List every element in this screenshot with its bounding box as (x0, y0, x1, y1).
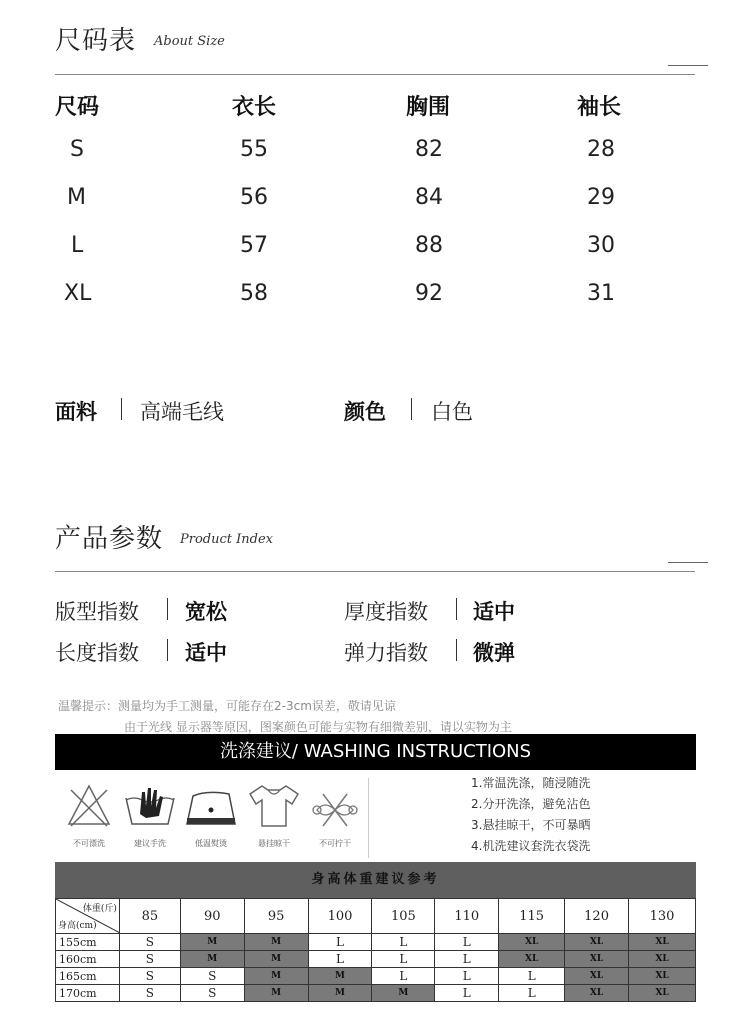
param-value-thickness: 适中 (473, 600, 515, 624)
size-rec-cell: L (499, 968, 565, 985)
size-rec-cell: M (308, 985, 372, 1002)
weight-header: 95 (244, 899, 308, 934)
hang-dry-caption: 悬挂晾干 (258, 839, 290, 848)
weight-header: 120 (565, 899, 629, 934)
size-rec-cell: L (435, 951, 499, 968)
hand-wash-icon (118, 780, 182, 836)
size-rec-cell: M (372, 985, 435, 1002)
size-cell: 30 (587, 233, 615, 258)
param-separator (456, 639, 457, 661)
no-wring-icon (303, 780, 367, 836)
size-rec-cell: M (308, 968, 372, 985)
reference-corner-cell (56, 899, 120, 934)
size-cell: 56 (240, 185, 268, 210)
reference-row (56, 985, 696, 1002)
size-cell: 82 (415, 137, 443, 162)
size-rec-cell: XL (499, 934, 565, 951)
corner-height-label: 身高(cm) (58, 921, 97, 931)
size-rec-cell: L (372, 934, 435, 951)
param-label-thickness: 厚度指数 (344, 600, 428, 624)
size-header-size: 尺码 (55, 95, 100, 120)
product-section-accent-line (668, 562, 708, 563)
fabric-label: 面料 (55, 400, 97, 424)
param-separator (167, 598, 168, 620)
size-rec-cell: S (119, 951, 180, 968)
size-rec-cell: XL (565, 951, 629, 968)
param-value-length: 适中 (185, 641, 227, 665)
size-cell: 58 (240, 281, 268, 306)
param-separator (456, 598, 457, 620)
size-section-divider (55, 74, 695, 75)
size-cell: 55 (240, 137, 268, 162)
size-header-chest: 胸围 (406, 95, 451, 120)
washing-divider (368, 778, 369, 858)
size-header-length: 衣长 (232, 95, 277, 120)
param-label-elasticity: 弹力指数 (344, 641, 428, 665)
size-rec-cell: XL (629, 968, 696, 985)
size-section-subtitle: About Size (154, 34, 225, 49)
color-separator (411, 398, 412, 420)
size-cell: 31 (587, 281, 615, 306)
size-cell: 28 (587, 137, 615, 162)
param-value-fit: 宽松 (185, 600, 227, 624)
reference-row (56, 968, 696, 985)
size-rec-cell: XL (629, 934, 696, 951)
reference-header: 身高体重建议参考 (55, 862, 696, 898)
size-rec-cell: L (308, 951, 372, 968)
washing-tip: 3.悬挂晾干，不可暴晒 (471, 818, 591, 832)
size-cell: XL (64, 281, 92, 306)
no-bleach-caption: 不可漂洗 (73, 839, 105, 848)
weight-header: 115 (499, 899, 565, 934)
size-cell: M (67, 185, 86, 210)
size-rec-cell: L (435, 968, 499, 985)
weight-header: 105 (372, 899, 435, 934)
hand-wash-caption: 建议手洗 (134, 839, 166, 848)
param-value-elasticity: 微弹 (473, 641, 515, 665)
size-rec-cell: M (244, 985, 308, 1002)
no-wring-caption: 不可拧干 (319, 839, 351, 848)
size-rec-cell: M (244, 951, 308, 968)
size-cell: 84 (415, 185, 443, 210)
washing-tip: 4.机洗建议套洗衣袋洗 (471, 839, 591, 853)
washing-header: 洗涤建议/ WASHING INSTRUCTIONS (55, 734, 696, 770)
washing-panel (55, 770, 696, 862)
size-rec-cell: M (244, 968, 308, 985)
height-cell: 170cm (56, 985, 120, 1002)
size-rec-cell: XL (565, 934, 629, 951)
hang-dry-icon (242, 780, 306, 836)
size-rec-cell: M (180, 934, 244, 951)
size-section-accent-line (668, 65, 708, 66)
size-cell: S (70, 137, 84, 162)
size-rec-cell: L (372, 951, 435, 968)
washing-tip: 2.分开洗涤，避免沾色 (471, 797, 591, 811)
low-iron-caption: 低温熨烫 (195, 839, 227, 848)
product-section-subtitle: Product Index (180, 532, 273, 547)
param-label-length: 长度指数 (55, 641, 139, 665)
size-rec-cell: L (372, 968, 435, 985)
size-header-sleeve: 袖长 (577, 95, 622, 120)
size-rec-cell: M (244, 934, 308, 951)
size-rec-cell: XL (629, 985, 696, 1002)
param-separator (167, 639, 168, 661)
color-label: 颜色 (344, 400, 386, 424)
size-rec-cell: S (119, 968, 180, 985)
size-cell: L (71, 233, 84, 258)
size-rec-cell: XL (629, 951, 696, 968)
size-rec-cell: L (435, 934, 499, 951)
reference-row (56, 934, 696, 951)
size-rec-cell: XL (565, 968, 629, 985)
fabric-value: 高端毛线 (140, 400, 224, 424)
size-cell: 88 (415, 233, 443, 258)
size-cell: 29 (587, 185, 615, 210)
color-value: 白色 (431, 400, 473, 424)
size-rec-cell: L (308, 934, 372, 951)
size-rec-cell: XL (499, 951, 565, 968)
low-iron-icon (179, 780, 243, 836)
size-rec-cell: XL (565, 985, 629, 1002)
size-rec-cell: S (119, 985, 180, 1002)
reference-row (56, 951, 696, 968)
size-rec-cell: M (180, 951, 244, 968)
height-cell: 155cm (56, 934, 120, 951)
weight-header: 90 (180, 899, 244, 934)
size-rec-cell: S (180, 968, 244, 985)
weight-header: 130 (629, 899, 696, 934)
no-bleach-icon (57, 780, 121, 836)
size-rec-cell: L (499, 985, 565, 1002)
reference-table (55, 898, 696, 1002)
size-section-title: 尺码表 (55, 26, 137, 56)
height-cell: 165cm (56, 968, 120, 985)
reference-header-row (56, 899, 696, 934)
height-cell: 160cm (56, 951, 120, 968)
corner-weight-label: 体重(斤) (82, 904, 117, 914)
fabric-separator (121, 398, 122, 420)
product-section-title: 产品参数 (55, 524, 164, 554)
size-rec-cell: L (435, 985, 499, 1002)
weight-header: 110 (435, 899, 499, 934)
color-note: 由于光线 显示器等原因，图案颜色可能与实物有细微差别，请以实物为主 (124, 720, 512, 734)
size-rec-cell: S (180, 985, 244, 1002)
weight-header: 85 (119, 899, 180, 934)
size-cell: 57 (240, 233, 268, 258)
weight-header: 100 (308, 899, 372, 934)
measurement-note: 温馨提示：测量均为手工测量，可能存在2-3cm误差，敬请见谅 (58, 699, 396, 713)
washing-tip: 1.常温洗涤，随浸随洗 (471, 776, 591, 790)
size-rec-cell: S (119, 934, 180, 951)
size-cell: 92 (415, 281, 443, 306)
product-section-divider (55, 571, 695, 572)
param-label-fit: 版型指数 (55, 600, 139, 624)
